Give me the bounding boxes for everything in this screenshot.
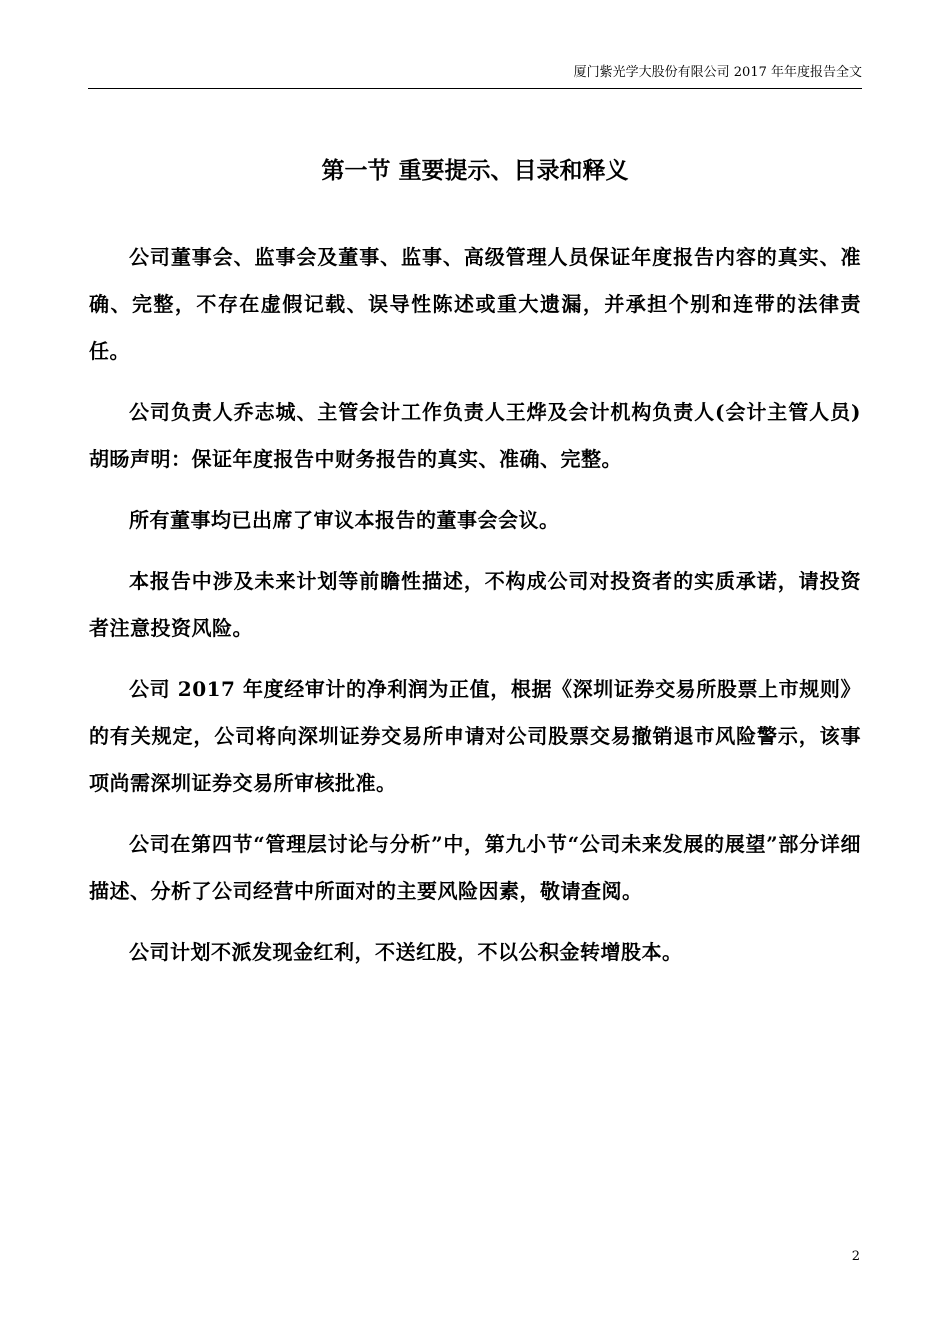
paragraph-risk-factors: 公司在第四节“管理层讨论与分析”中，第九小节“公司未来发展的展望”部分详细描述、分析了公司经营中所面对的主要风险因素，敬请查阅。 — [89, 832, 861, 903]
paragraph-officer-declaration: 公司负责人乔志城、主管会计工作负责人王烨及会计机构负责人(会计主管人员)胡旸声明：保证年度报告中财务报告的真实、准确、完整。 — [89, 400, 861, 471]
header-title: 厦门紫光学大股份有限公司 2017 年年度报告全文 — [573, 65, 862, 80]
body-content — [89, 234, 861, 990]
page-number: 2 — [851, 1249, 860, 1264]
paragraph-forward-looking: 本报告中涉及未来计划等前瞻性描述，不构成公司对投资者的实质承诺，请投资者注意投资风险。 — [89, 569, 861, 640]
page-header — [88, 62, 862, 89]
paragraph-delisting-risk: 公司 2017 年度经审计的净利润为正值，根据《深圳证券交易所股票上市规则》的有关规定，公司将向深圳证券交易所申请对公司股票交易撤销退市风险警示，该事项尚需深圳证券交易所审核批准。 — [89, 677, 861, 795]
paragraph-board-attendance: 所有董事均已出席了审议本报告的董事会会议。 — [129, 508, 560, 532]
section-title: 第一节 重要提示、目录和释义 — [321, 157, 629, 184]
paragraph-responsibility-statement: 公司董事会、监事会及董事、监事、高级管理人员保证年度报告内容的真实、准确、完整，不存在虚假记载、误导性陈述或重大遗漏，并承担个别和连带的法律责任。 — [89, 245, 861, 363]
paragraph-dividend-plan: 公司计划不派发现金红利，不送红股，不以公积金转增股本。 — [129, 940, 683, 964]
